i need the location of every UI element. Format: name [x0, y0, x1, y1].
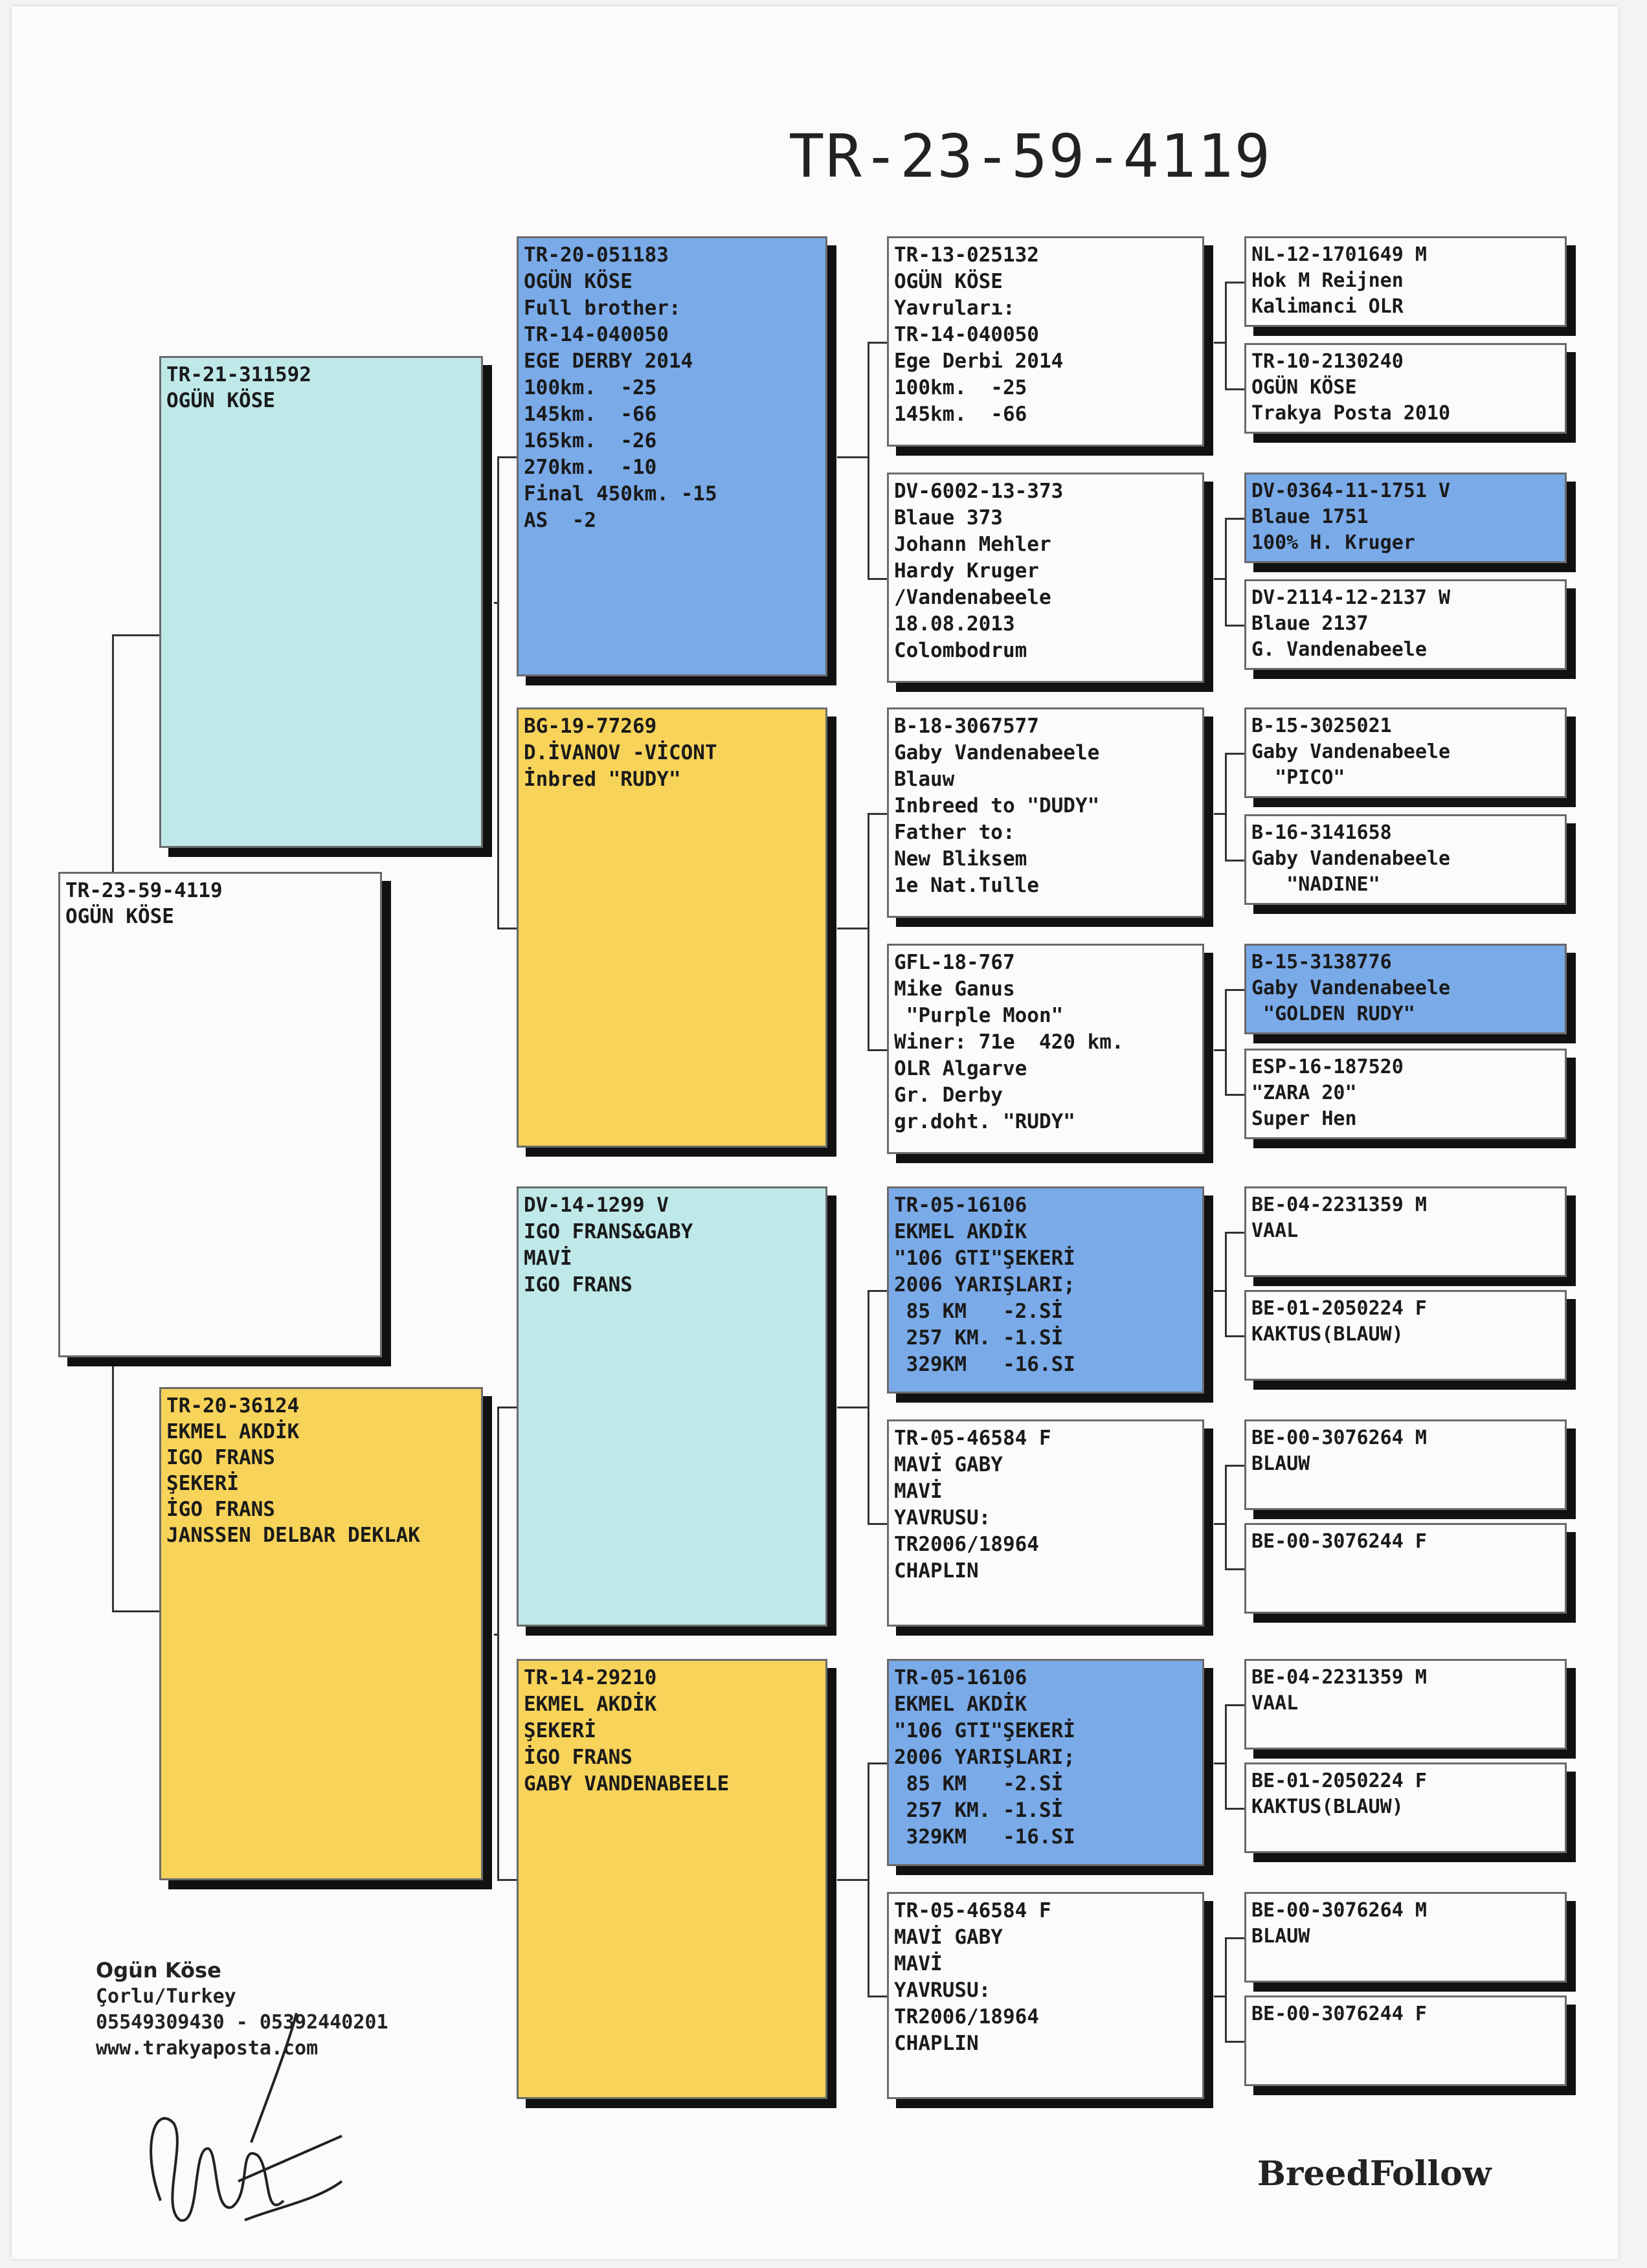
pedigree-line: IGO FRANS — [166, 1446, 275, 1469]
pedigree-line: OLR Algarve — [894, 1057, 1027, 1080]
gg-grandparent-box — [1244, 343, 1567, 434]
connector-line — [868, 1049, 887, 1051]
pedigree-line: EKMEL AKDİK — [166, 1420, 300, 1443]
ring-number: BE-04-2231359 M — [1251, 1194, 1427, 1216]
great-grandparent-box — [887, 1892, 1204, 2099]
pedigree-line: 257 KM. -1.Sİ — [894, 1799, 1064, 1822]
ring-number: TR-05-46584 F — [894, 1427, 1051, 1450]
connector-line — [1225, 1335, 1244, 1337]
ring-number: BE-01-2050224 F — [1251, 1770, 1427, 1792]
gg-grandparent-box — [1244, 1762, 1567, 1853]
pedigree-line: GABY VANDENABEELE — [524, 1772, 730, 1796]
ring-number: BE-00-3076244 F — [1251, 2003, 1427, 2025]
connector-line — [497, 928, 517, 929]
pedigree-line: İnbred "RUDY" — [524, 768, 681, 791]
connector-line — [1225, 2041, 1244, 2043]
pedigree-line: BLAUW — [1251, 1925, 1310, 1948]
connector-line — [868, 1290, 869, 1525]
ring-number: TR-10-2130240 — [1251, 350, 1404, 373]
pedigree-line: JANSSEN DELBAR DEKLAK — [166, 1524, 420, 1547]
ring-number: ESP-16-187520 — [1251, 1056, 1404, 1078]
pedigree-line: "106 GTI"ŞEKERİ — [894, 1719, 1075, 1742]
ring-number: DV-2114-12-2137 W — [1251, 586, 1451, 609]
pedigree-line: OGÜN KÖSE — [65, 905, 174, 928]
connector-line — [1214, 342, 1225, 344]
connector-line — [1225, 518, 1227, 627]
dam-box — [159, 1387, 483, 1880]
pedigree-line: Winer: 71e 420 km. — [894, 1030, 1124, 1054]
pedigree-line: Father to: — [894, 821, 1015, 844]
connector-line — [868, 1523, 887, 1525]
grandparent-box — [517, 707, 827, 1148]
connector-line — [1225, 1937, 1244, 1939]
gg-grandparent-box — [1244, 579, 1567, 670]
pedigree-line: 18.08.2013 — [894, 612, 1015, 636]
pedigree-line: New Bliksem — [894, 847, 1027, 871]
ring-number: TR-05-46584 F — [894, 1899, 1051, 1922]
connector-line — [1225, 518, 1244, 520]
connector-line — [1225, 1465, 1227, 1570]
connector-line — [497, 456, 517, 458]
connector-line — [1214, 1762, 1225, 1764]
pedigree-line: IGO FRANS — [524, 1273, 633, 1296]
pedigree-line: ŞEKERİ — [524, 1719, 596, 1742]
pedigree-line: Full brother: — [524, 296, 681, 320]
connector-line — [1225, 860, 1244, 862]
ring-number: B-18-3067577 — [894, 715, 1039, 738]
pedigree-line: Gaby Vandenabeele — [1251, 740, 1451, 763]
connector-line — [1225, 1937, 1227, 2043]
connector-line — [1225, 989, 1244, 991]
pedigree-line: OGÜN KÖSE — [1251, 376, 1357, 399]
connector-line — [1225, 753, 1244, 755]
pedigree-line: Hardy Kruger — [894, 559, 1039, 583]
pedigree-line: /Vandenabeele — [894, 586, 1051, 609]
connector-line — [497, 456, 499, 929]
connector-line — [1225, 1232, 1227, 1337]
pedigree-line: 270km. -10 — [524, 456, 657, 479]
pedigree-line: MAVİ GABY — [894, 1926, 1003, 1949]
pedigree-line: EKMEL AKDİK — [524, 1693, 657, 1716]
pedigree-line: Blaue 373 — [894, 506, 1003, 529]
pedigree-line: 85 KM -2.Sİ — [894, 1300, 1064, 1323]
pedigree-line: Trakya Posta 2010 — [1251, 402, 1451, 425]
connector-line — [494, 1634, 497, 1636]
gg-grandparent-box — [1244, 1659, 1567, 1750]
connector-line — [1225, 282, 1244, 284]
gg-grandparent-box — [1244, 1892, 1567, 1983]
pedigree-line: "GOLDEN RUDY" — [1251, 1003, 1415, 1025]
gg-grandparent-box — [1244, 1419, 1567, 1510]
pedigree-line: MAVİ — [894, 1952, 943, 1975]
ring-number: TR-13-025132 — [894, 243, 1039, 267]
connector-line — [1225, 1465, 1244, 1467]
pedigree-line: Gaby Vandenabeele — [894, 741, 1100, 764]
pedigree-line: Inbreed to "DUDY" — [894, 794, 1100, 817]
pedigree-line: Gaby Vandenabeele — [1251, 977, 1451, 999]
ring-number: TR-23-59-4119 — [65, 879, 223, 902]
pedigree-line: OGÜN KÖSE — [524, 270, 633, 293]
pedigree-line: 2006 YARIŞLARI; — [894, 1746, 1075, 1769]
connector-line — [1214, 1290, 1225, 1292]
ring-number: DV-14-1299 V — [524, 1194, 669, 1217]
connector-line — [112, 634, 159, 636]
pedigree-line: Ege Derbi 2014 — [894, 350, 1064, 373]
pedigree-line: Blaue 2137 — [1251, 612, 1369, 635]
pedigree-line: YAVRUSU: — [894, 1506, 991, 1529]
connector-line — [837, 1879, 868, 1881]
pedigree-line: Gaby Vandenabeele — [1251, 847, 1451, 870]
pedigree-line: TR-14-040050 — [524, 323, 669, 346]
connector-line — [868, 1996, 887, 1997]
pedigree-line: EKMEL AKDİK — [894, 1693, 1027, 1716]
connector-line — [497, 1406, 517, 1408]
breeder-location: Çorlu/Turkey — [96, 1985, 236, 2008]
connector-line — [1225, 388, 1244, 390]
connector-line — [1225, 989, 1227, 1096]
pedigree-line: Johann Mehler — [894, 533, 1051, 556]
pedigree-line: 85 KM -2.Sİ — [894, 1772, 1064, 1796]
breeder-phone: 05549309430 - 05392440201 — [96, 2011, 388, 2034]
connector-line — [868, 813, 869, 1051]
connector-line — [1214, 578, 1225, 580]
ring-number: BE-04-2231359 M — [1251, 1666, 1427, 1689]
pedigree-line: 100km. -25 — [894, 376, 1027, 399]
pedigree-line: 100% H. Kruger — [1251, 531, 1415, 554]
pedigree-line: Super Hen — [1251, 1107, 1357, 1130]
pedigree-line: OGÜN KÖSE — [166, 389, 275, 412]
pedigree-line: gr.doht. "RUDY" — [894, 1110, 1075, 1133]
connector-line — [1225, 753, 1227, 862]
pedigree-line: MAVİ — [524, 1247, 572, 1270]
ring-number: DV-0364-11-1751 V — [1251, 480, 1451, 502]
pedigree-line: Hok M Reijnen — [1251, 269, 1404, 292]
pedigree-line: KAKTUS(BLAUW) — [1251, 1323, 1404, 1346]
pedigree-line: Yavruları: — [894, 296, 1015, 320]
gg-grandparent-box — [1244, 1290, 1567, 1381]
connector-line — [1225, 625, 1244, 627]
pedigree-sheet — [12, 6, 1619, 2259]
breeder-website: www.trakyaposta.com — [96, 2037, 319, 2060]
connector-line — [497, 1879, 517, 1881]
gg-grandparent-box — [1244, 814, 1567, 905]
pedigree-line: Colombodrum — [894, 639, 1027, 662]
great-grandparent-box — [887, 1659, 1204, 1866]
sire-box — [159, 356, 483, 848]
pedigree-line: Blaue 1751 — [1251, 506, 1369, 528]
gg-grandparent-box — [1244, 1186, 1567, 1277]
ring-number: BE-00-3076264 M — [1251, 1899, 1427, 1922]
pedigree-line: D.İVANOV -VİCONT — [524, 741, 717, 764]
gg-grandparent-box — [1244, 1996, 1567, 2086]
gg-grandparent-box — [1244, 707, 1567, 798]
connector-line — [868, 813, 887, 815]
connector-line — [1225, 1704, 1244, 1706]
pedigree-line: 329KM -16.SI — [894, 1825, 1075, 1849]
gg-grandparent-box — [1244, 944, 1567, 1034]
pedigree-line: EKMEL AKDİK — [894, 1220, 1027, 1243]
gg-grandparent-box — [1244, 1523, 1567, 1614]
pedigree-line: "Purple Moon" — [894, 1004, 1064, 1027]
ring-number: TR-05-16106 — [894, 1666, 1027, 1689]
pedigree-line: "ZARA 20" — [1251, 1082, 1357, 1104]
ring-number: BE-00-3076244 F — [1251, 1530, 1427, 1553]
ring-number: TR-21-311592 — [166, 363, 311, 386]
connector-line — [868, 342, 869, 580]
connector-line — [1225, 1808, 1244, 1810]
pedigree-line: Kalimanci OLR — [1251, 295, 1404, 318]
great-grandparent-box — [887, 707, 1204, 918]
ring-number: TR-14-29210 — [524, 1666, 657, 1689]
pedigree-line: 257 KM. -1.Sİ — [894, 1326, 1064, 1350]
ring-number: BE-01-2050224 F — [1251, 1297, 1427, 1320]
signature-image — [122, 1987, 355, 2259]
pedigree-line: YAVRUSU: — [894, 1979, 991, 2002]
grandparent-box — [517, 1659, 827, 2099]
ring-number: DV-6002-13-373 — [894, 480, 1064, 503]
pedigree-line: 2006 YARIŞLARI; — [894, 1273, 1075, 1296]
pedigree-line: MAVİ — [894, 1480, 943, 1503]
pedigree-line: G. Vandenabeele — [1251, 638, 1427, 661]
pedigree-line: KAKTUS(BLAUW) — [1251, 1796, 1404, 1818]
pedigree-line: Gr. Derby — [894, 1084, 1003, 1107]
breedfollow-logo: BreedFollow — [1257, 2154, 1492, 2194]
ring-number: TR-20-36124 — [166, 1394, 300, 1418]
connector-line — [837, 456, 868, 458]
pedigree-line: İGO FRANS — [524, 1746, 633, 1769]
pedigree-line: 329KM -16.SI — [894, 1353, 1075, 1376]
pedigree-line: IGO FRANS&GABY — [524, 1220, 693, 1243]
ring-number: B-15-3138776 — [1251, 951, 1392, 973]
ring-number: GFL-18-767 — [894, 951, 1015, 974]
ring-number: BE-00-3076264 M — [1251, 1427, 1427, 1449]
connector-line — [497, 1406, 499, 1881]
pedigree-line: İGO FRANS — [166, 1498, 275, 1521]
pedigree-line: TR2006/18964 — [894, 2005, 1039, 2029]
connector-line — [868, 342, 887, 344]
page-title: TR-23-59-4119 — [789, 122, 1272, 191]
pedigree-line: 145km. -66 — [524, 403, 657, 426]
pedigree-line: VAAL — [1251, 1219, 1299, 1242]
great-grandparent-box — [887, 1419, 1204, 1627]
connector-line — [1214, 1996, 1225, 1997]
great-grandparent-box — [887, 944, 1204, 1154]
connector-line — [868, 1290, 887, 1292]
connector-line — [1214, 1523, 1225, 1525]
connector-line — [868, 1762, 887, 1764]
pedigree-line: Mike Ganus — [894, 977, 1015, 1001]
connector-line — [112, 1610, 159, 1612]
connector-line — [1225, 1094, 1244, 1096]
pedigree-line: "NADINE" — [1251, 873, 1380, 896]
pedigree-line: OGÜN KÖSE — [894, 270, 1003, 293]
connector-line — [1225, 1704, 1227, 1810]
pedigree-line: 1e Nat.Tulle — [894, 874, 1039, 897]
connector-line — [494, 602, 497, 604]
pedigree-line: CHAPLIN — [894, 2032, 979, 2055]
ring-number: TR-20-051183 — [524, 243, 669, 267]
ring-number: B-15-3025021 — [1251, 715, 1392, 737]
pedigree-line: Blauw — [894, 768, 955, 791]
pedigree-line: 165km. -26 — [524, 429, 657, 452]
connector-line — [1214, 813, 1225, 815]
breeder-name: Ogün Köse — [96, 1958, 221, 1983]
pedigree-line: 145km. -66 — [894, 403, 1027, 426]
great-grandparent-box — [887, 472, 1204, 683]
pedigree-line: "106 GTI"ŞEKERİ — [894, 1247, 1075, 1270]
pedigree-line: BLAUW — [1251, 1452, 1310, 1475]
connector-line — [1214, 1049, 1225, 1051]
grandparent-box — [517, 1186, 827, 1627]
pedigree-line: 100km. -25 — [524, 376, 657, 399]
connector-line — [1225, 1232, 1244, 1234]
ring-number: NL-12-1701649 M — [1251, 243, 1427, 266]
gg-grandparent-box — [1244, 1049, 1567, 1139]
great-grandparent-box — [887, 236, 1204, 447]
pedigree-line: EGE DERBY 2014 — [524, 350, 693, 373]
gg-grandparent-box — [1244, 472, 1567, 563]
pedigree-line: TR2006/18964 — [894, 1533, 1039, 1556]
pedigree-line: Final 450km. -15 — [524, 482, 717, 506]
pedigree-line: ŞEKERİ — [166, 1472, 239, 1495]
pedigree-line: VAAL — [1251, 1692, 1299, 1715]
connector-line — [868, 1762, 869, 1997]
gg-grandparent-box — [1244, 236, 1567, 327]
pedigree-line: CHAPLIN — [894, 1559, 979, 1583]
connector-line — [1225, 1568, 1244, 1570]
connector-line — [1225, 282, 1227, 390]
grandparent-box — [517, 236, 827, 676]
subject-bird-box — [58, 872, 382, 1357]
pedigree-line: TR-14-040050 — [894, 323, 1039, 346]
connector-line — [837, 928, 868, 929]
pedigree-line: "PICO" — [1251, 766, 1345, 789]
connector-line — [837, 1406, 868, 1408]
ring-number: TR-05-16106 — [894, 1194, 1027, 1217]
ring-number: BG-19-77269 — [524, 715, 657, 738]
pedigree-line: AS -2 — [524, 509, 596, 532]
great-grandparent-box — [887, 1186, 1204, 1394]
connector-line — [868, 578, 887, 580]
pedigree-line: MAVİ GABY — [894, 1453, 1003, 1476]
ring-number: B-16-3141658 — [1251, 821, 1392, 844]
